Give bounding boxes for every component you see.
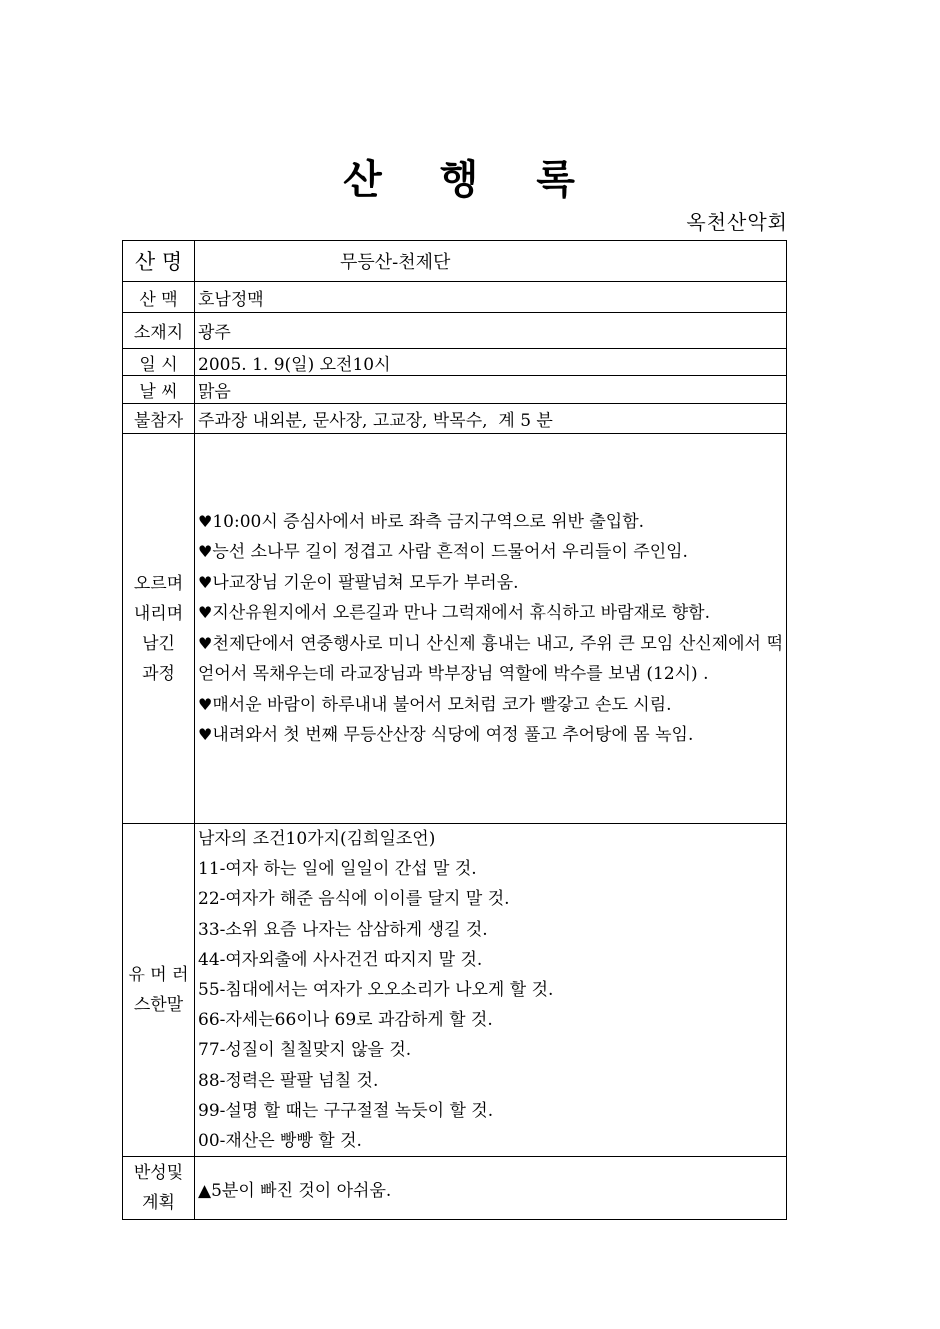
range-value: 호남정맥: [195, 282, 787, 313]
reflection-label-line: 반성및: [133, 1163, 184, 1184]
heart-icon: ♥: [198, 633, 213, 653]
heart-icon: ♥: [198, 511, 213, 531]
reflection-value: [195, 1157, 787, 1220]
absentees-value: 주과장 내외분, 문사장, 고교장, 박목수, 계 5 분: [195, 404, 787, 434]
humor-item: 66-자세는66이나 69로 과감하게 할 것.: [198, 1010, 493, 1031]
process-entry-text: 천제단에서 연중행사로 미니 산신제 흉내는 내고, 주위 큰 모임 산신제에서 떡 얻어서 목채우는데 라교장님과 박부장님 역할에 박수를 보냄 (12시) .: [198, 633, 784, 684]
datetime-value: 2005. 1. 9(일) 오전10시: [195, 349, 787, 376]
humor-item: 77-성질이 칠칠맞지 않을 것.: [198, 1040, 412, 1061]
humor-label-line: 유 머 러: [128, 965, 189, 986]
humor-label-line: 스한말: [133, 995, 184, 1016]
process-entry: [198, 568, 783, 599]
row-location: [123, 313, 787, 349]
hiking-log-table: [122, 240, 787, 1220]
reflection-label-line: 계획: [142, 1193, 175, 1214]
process-entry-text: 매서운 바람이 하루내내 불어서 모처럼 코가 빨갛고 손도 시림.: [212, 694, 672, 715]
row-datetime: [123, 349, 787, 376]
process-entries: [195, 434, 787, 824]
humor-item: 88-정력은 팔팔 넘칠 것.: [198, 1070, 379, 1091]
mountain-label: 산 명: [123, 241, 195, 282]
process-label: [123, 434, 195, 824]
process-entry: [198, 507, 783, 538]
humor-item: 00-재산은 빵빵 할 것.: [198, 1131, 362, 1152]
row-process: [123, 434, 787, 824]
humor-item: 11-여자 하는 일에 일일이 간섭 말 것.: [198, 859, 477, 880]
process-entry-text: 능선 소나무 길이 정겹고 사람 흔적이 드물어서 우리들이 주인임.: [212, 542, 688, 562]
humor-label: [123, 824, 195, 1157]
process-label-line: 남긴: [142, 633, 175, 654]
organization-name: 옥천산악회: [686, 210, 788, 234]
process-label-line: 내리며: [133, 603, 184, 624]
process-entry-text: 10:00시 증심사에서 바로 좌측 금지구역으로 위반 출입함.: [212, 511, 645, 532]
humor-item: 33-소위 요즘 나자는 삼삼하게 생길 것.: [198, 919, 488, 940]
location-label: 소재지: [123, 313, 195, 349]
reflection-label: [123, 1157, 195, 1220]
row-mountain: [123, 241, 787, 282]
humor-item: 55-침대에서는 여자가 오오소리가 나오게 할 것.: [198, 980, 554, 1001]
reflection-text: 5분이 빠진 것이 아쉬움.: [211, 1180, 392, 1201]
process-entry: [198, 537, 783, 568]
weather-value: 맑음: [195, 376, 787, 404]
mountain-value: 무등산-천제단: [195, 241, 787, 282]
process-entry-text: 지산유원지에서 오른길과 만나 그럭재에서 휴식하고 바람재로 향함.: [212, 603, 710, 623]
humor-item: 22-여자가 해준 음식에 이이를 달지 말 것.: [198, 889, 510, 910]
process-entry: [198, 598, 783, 629]
process-entry: [198, 720, 783, 751]
location-value: 광주: [195, 313, 787, 349]
heart-icon: ♥: [198, 603, 213, 622]
process-entry-text: 내려와서 첫 번째 무등산산장 식당에 여정 풀고 추어탕에 몸 녹임.: [212, 725, 694, 745]
row-range: [123, 282, 787, 313]
humor-heading: 남자의 조건10가지(김희일조언): [198, 829, 436, 849]
row-weather: [123, 376, 787, 404]
row-reflection: [123, 1157, 787, 1220]
process-entry: [198, 690, 783, 721]
process-label-line: 오르며: [133, 573, 184, 594]
process-entry: [198, 629, 783, 690]
datetime-label: 일 시: [123, 349, 195, 376]
process-entry-text: 나교장님 기운이 팔팔넘쳐 모두가 부러움.: [212, 572, 519, 593]
row-humor: [123, 824, 787, 1157]
triangle-icon: ▲: [198, 1180, 212, 1201]
absentees-label: 불참자: [123, 404, 195, 434]
heart-icon: ♥: [198, 725, 213, 744]
process-label-line: 과정: [142, 663, 175, 684]
heart-icon: ♥: [198, 694, 213, 714]
page-title: 산 행 록: [343, 156, 597, 203]
humor-item: 44-여자외출에 사사건건 따지지 말 것.: [198, 949, 483, 970]
humor-content: [195, 824, 787, 1157]
humor-item: 99-설명 할 때는 구구절절 녹듯이 할 것.: [198, 1100, 494, 1121]
row-absentees: [123, 404, 787, 434]
range-label: 산 맥: [123, 282, 195, 313]
heart-icon: ♥: [198, 542, 213, 561]
heart-icon: ♥: [198, 572, 213, 592]
weather-label: 날 씨: [123, 376, 195, 404]
